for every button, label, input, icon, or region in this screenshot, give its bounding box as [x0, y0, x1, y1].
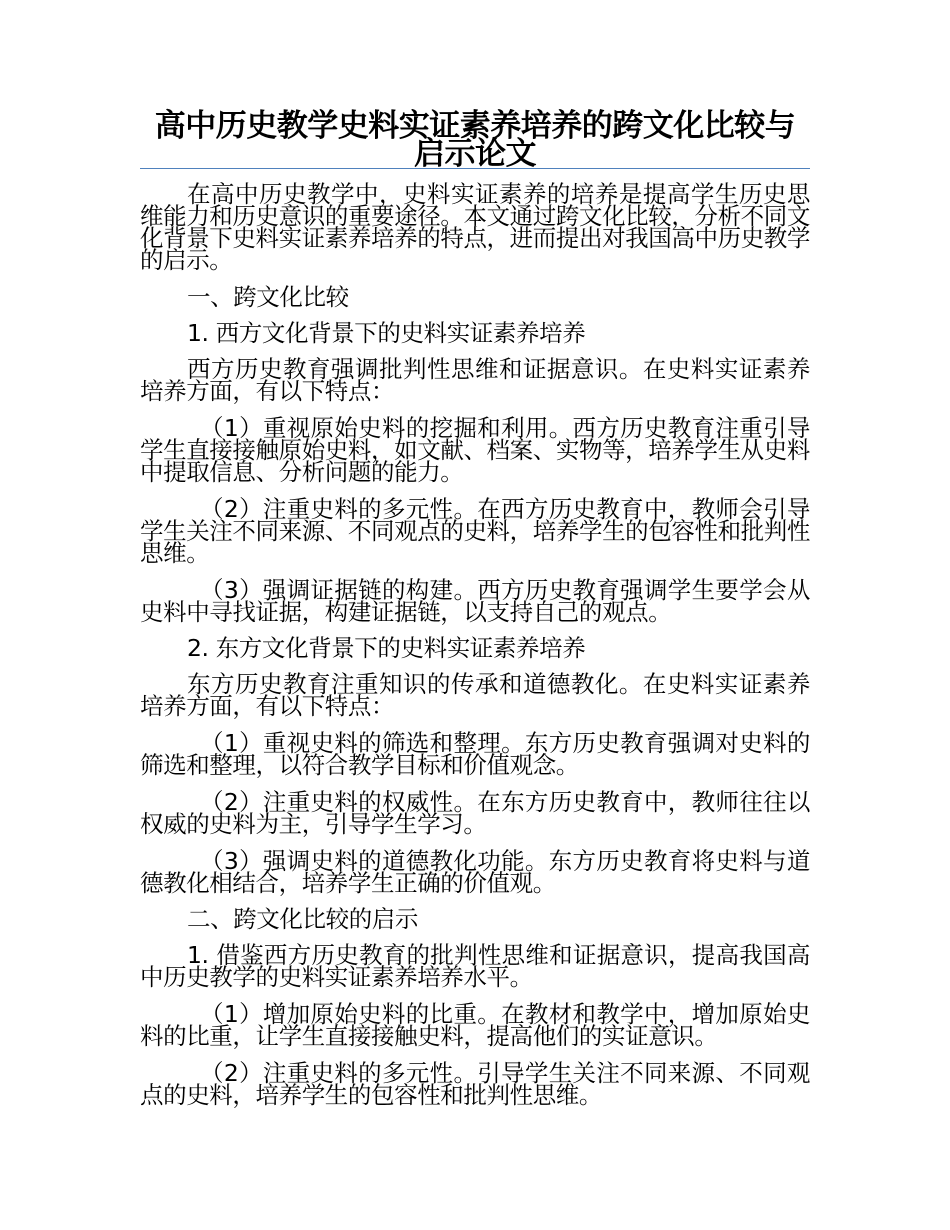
list-item: （2）注重史料的多元性。引导学生关注不同来源、不同观点的史料，培养学生的包容性和批判性思维。: [140, 1059, 810, 1109]
list-item: （1）重视原始史料的挖掘和利用。西方历史教育注重引导学生直接接触原始史料，如文献、档案、实物等，培养学生从史料中提取信息、分析问题的能力。: [140, 414, 810, 486]
list-item: （1）重视史料的筛选和整理。东方历史教育强调对史料的筛选和整理，以符合教学目标和价值观念。: [140, 729, 810, 779]
list-item: （3）强调史料的道德教化功能。东方历史教育将史料与道德教化相结合，培养学生正确的价值观。: [140, 847, 810, 897]
body-paragraph: 西方历史教育强调批判性思维和证据意识。在史料实证素养培养方面，有以下特点：: [140, 355, 810, 405]
document-page: [140, 100, 810, 1121]
subsection-heading-2: 2. 东方文化背景下的史料实证素养培养: [187, 634, 586, 662]
section-heading-2: 二、跨文化比较的启示: [187, 905, 418, 933]
body-paragraph: 1. 借鉴西方历史教育的批判性思维和证据意识，提高我国高中历史教学的史料实证素养培养水平。: [140, 941, 810, 991]
list-item: （2）注重史料的多元性。在西方历史教育中，教师会引导学生关注不同来源、不同观点的史料，培养学生的包容性和批判性思维。: [140, 495, 810, 567]
section-heading-1: 一、跨文化比较: [187, 283, 349, 311]
list-item: （3）强调证据链的构建。西方历史教育强调学生要学会从史料中寻找证据，构建证据链，以支持自己的观点。: [140, 576, 810, 626]
document-title: 高中历史教学史料实证素养培养的跨文化比较与启示论文: [154, 108, 796, 172]
body-paragraph: 东方历史教育注重知识的传承和道德教化。在史料实证素养培养方面，有以下特点：: [140, 670, 810, 720]
subsection-heading-1: 1. 西方文化背景下的史料实证素养培养: [187, 319, 586, 347]
intro-paragraph: 在高中历史教学中，史料实证素养的培养是提高学生历史思维能力和历史意识的重要途径。本文通过跨文化比较，分析不同文化背景下史料实证素养培养的特点，进而提出对我国高中历史教学的启示。: [140, 180, 810, 274]
list-item: （2）注重史料的权威性。在东方历史教育中，教师往往以权威的史料为主，引导学生学习。: [140, 788, 810, 838]
list-item: （1）增加原始史料的比重。在教材和教学中，增加原始史料的比重，让学生直接接触史料，提高他们的实证意识。: [140, 1000, 810, 1050]
